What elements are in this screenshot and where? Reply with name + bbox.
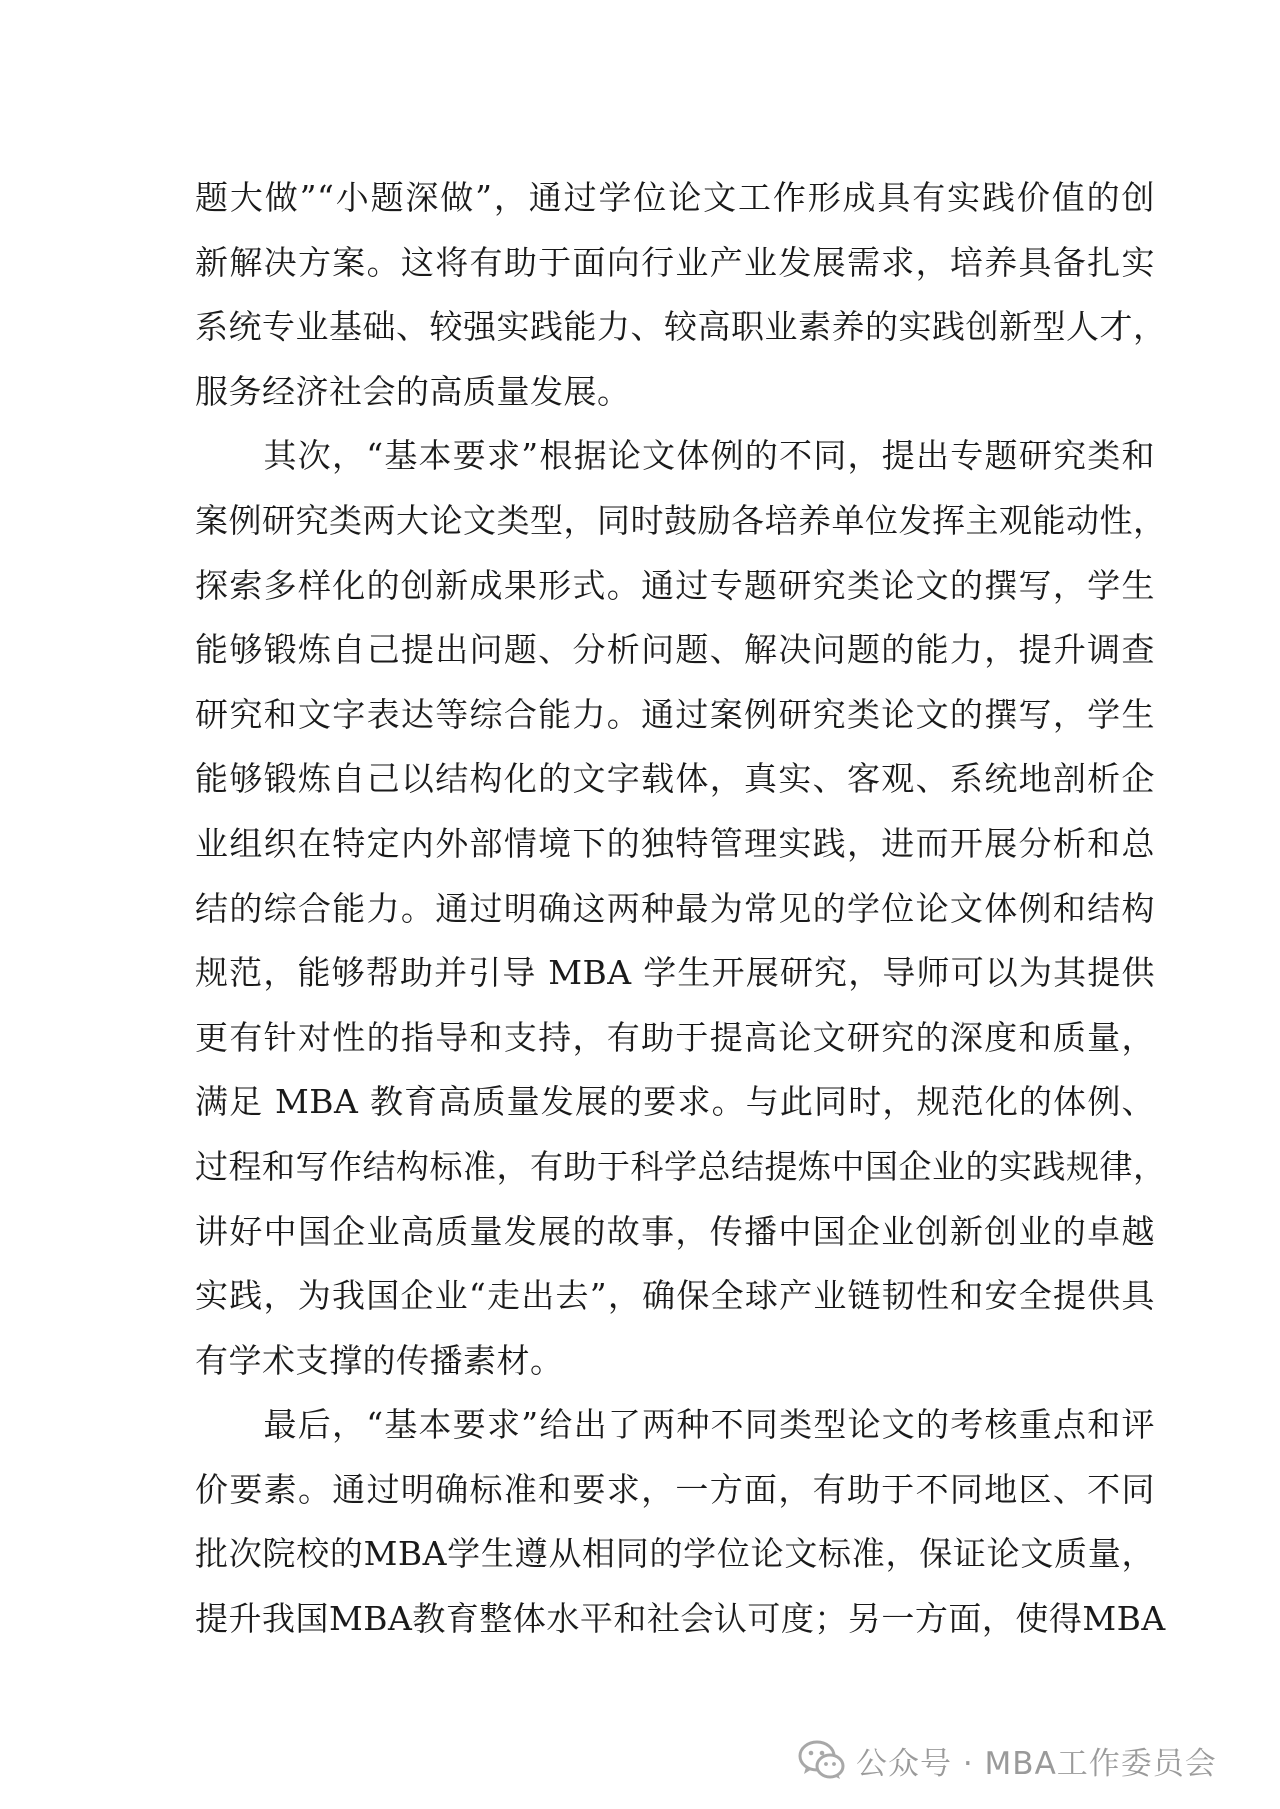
wechat-watermark xyxy=(798,1735,1217,1785)
text-line: 价要素。通过明确标准和要求，一方面，有助于不同地区、不同 xyxy=(195,1469,1155,1509)
text-line: 研究和文字表达等综合能力。通过案例研究类论文的撰写，学生 xyxy=(195,694,1155,734)
text-line: 题大做”“小题深做”，通过学位论文工作形成具有实践价值的创 xyxy=(195,178,1155,217)
text-line: 结的综合能力。通过明确这两种最为常见的学位论文体例和结构 xyxy=(195,888,1155,928)
text-line: 过程和写作结构标准，有助于科学总结提炼中国企业的实践规律， xyxy=(195,1146,1167,1186)
text-line: 能够锻炼自己提出问题、分析问题、解决问题的能力，提升调查 xyxy=(195,630,1155,670)
text-line: 批次院校的MBA学生遵从相同的学位论文标准，保证论文质量， xyxy=(195,1534,1155,1574)
text-line: 能够锻炼自己以结构化的文字载体，真实、客观、系统地剖析企 xyxy=(195,759,1155,799)
text-line: 讲好中国企业高质量发展的故事，传播中国企业创新创业的卓越 xyxy=(195,1211,1155,1251)
text-line: 规范，能够帮助并引导 MBA 学生开展研究，导师可以为其提供 xyxy=(195,953,1155,993)
text-line: 探索多样化的创新成果形式。通过专题研究类论文的撰写，学生 xyxy=(195,565,1155,605)
text-line: 业组织在特定内外部情境下的独特管理实践，进而开展分析和总 xyxy=(195,823,1155,863)
text-line: 案例研究类两大论文类型，同时鼓励各培养单位发挥主观能动性， xyxy=(195,500,1167,540)
text-line: 其次，“基本要求”根据论文体例的不同，提出专题研究类和 xyxy=(195,436,1155,476)
text-line: 最后，“基本要求”给出了两种不同类型论文的考核重点和评 xyxy=(195,1405,1155,1445)
text-line: 满足 MBA 教育高质量发展的要求。与此同时，规范化的体例、 xyxy=(195,1082,1155,1122)
text-line: 新解决方案。这将有助于面向行业产业发展需求，培养具备扎实 xyxy=(195,242,1155,282)
text-line: 实践，为我国企业“走出去”，确保全球产业链韧性和安全提供具 xyxy=(195,1276,1155,1316)
text-line: 更有针对性的指导和支持，有助于提高论文研究的深度和质量， xyxy=(195,1017,1155,1057)
wechat-icon xyxy=(798,1739,846,1781)
watermark-text: 公众号 · MBA工作委员会 xyxy=(856,1745,1217,1782)
text-line: 系统专业基础、较强实践能力、较高职业素养的实践创新型人才， xyxy=(195,307,1167,347)
text-line: 服务经济社会的高质量发展。 xyxy=(195,371,631,411)
text-line: 有学术支撑的传播素材。 xyxy=(195,1340,564,1380)
body-text xyxy=(195,166,1167,1652)
text-line: 提升我国MBA教育整体水平和社会认可度；另一方面，使得MBA xyxy=(195,1599,1166,1639)
